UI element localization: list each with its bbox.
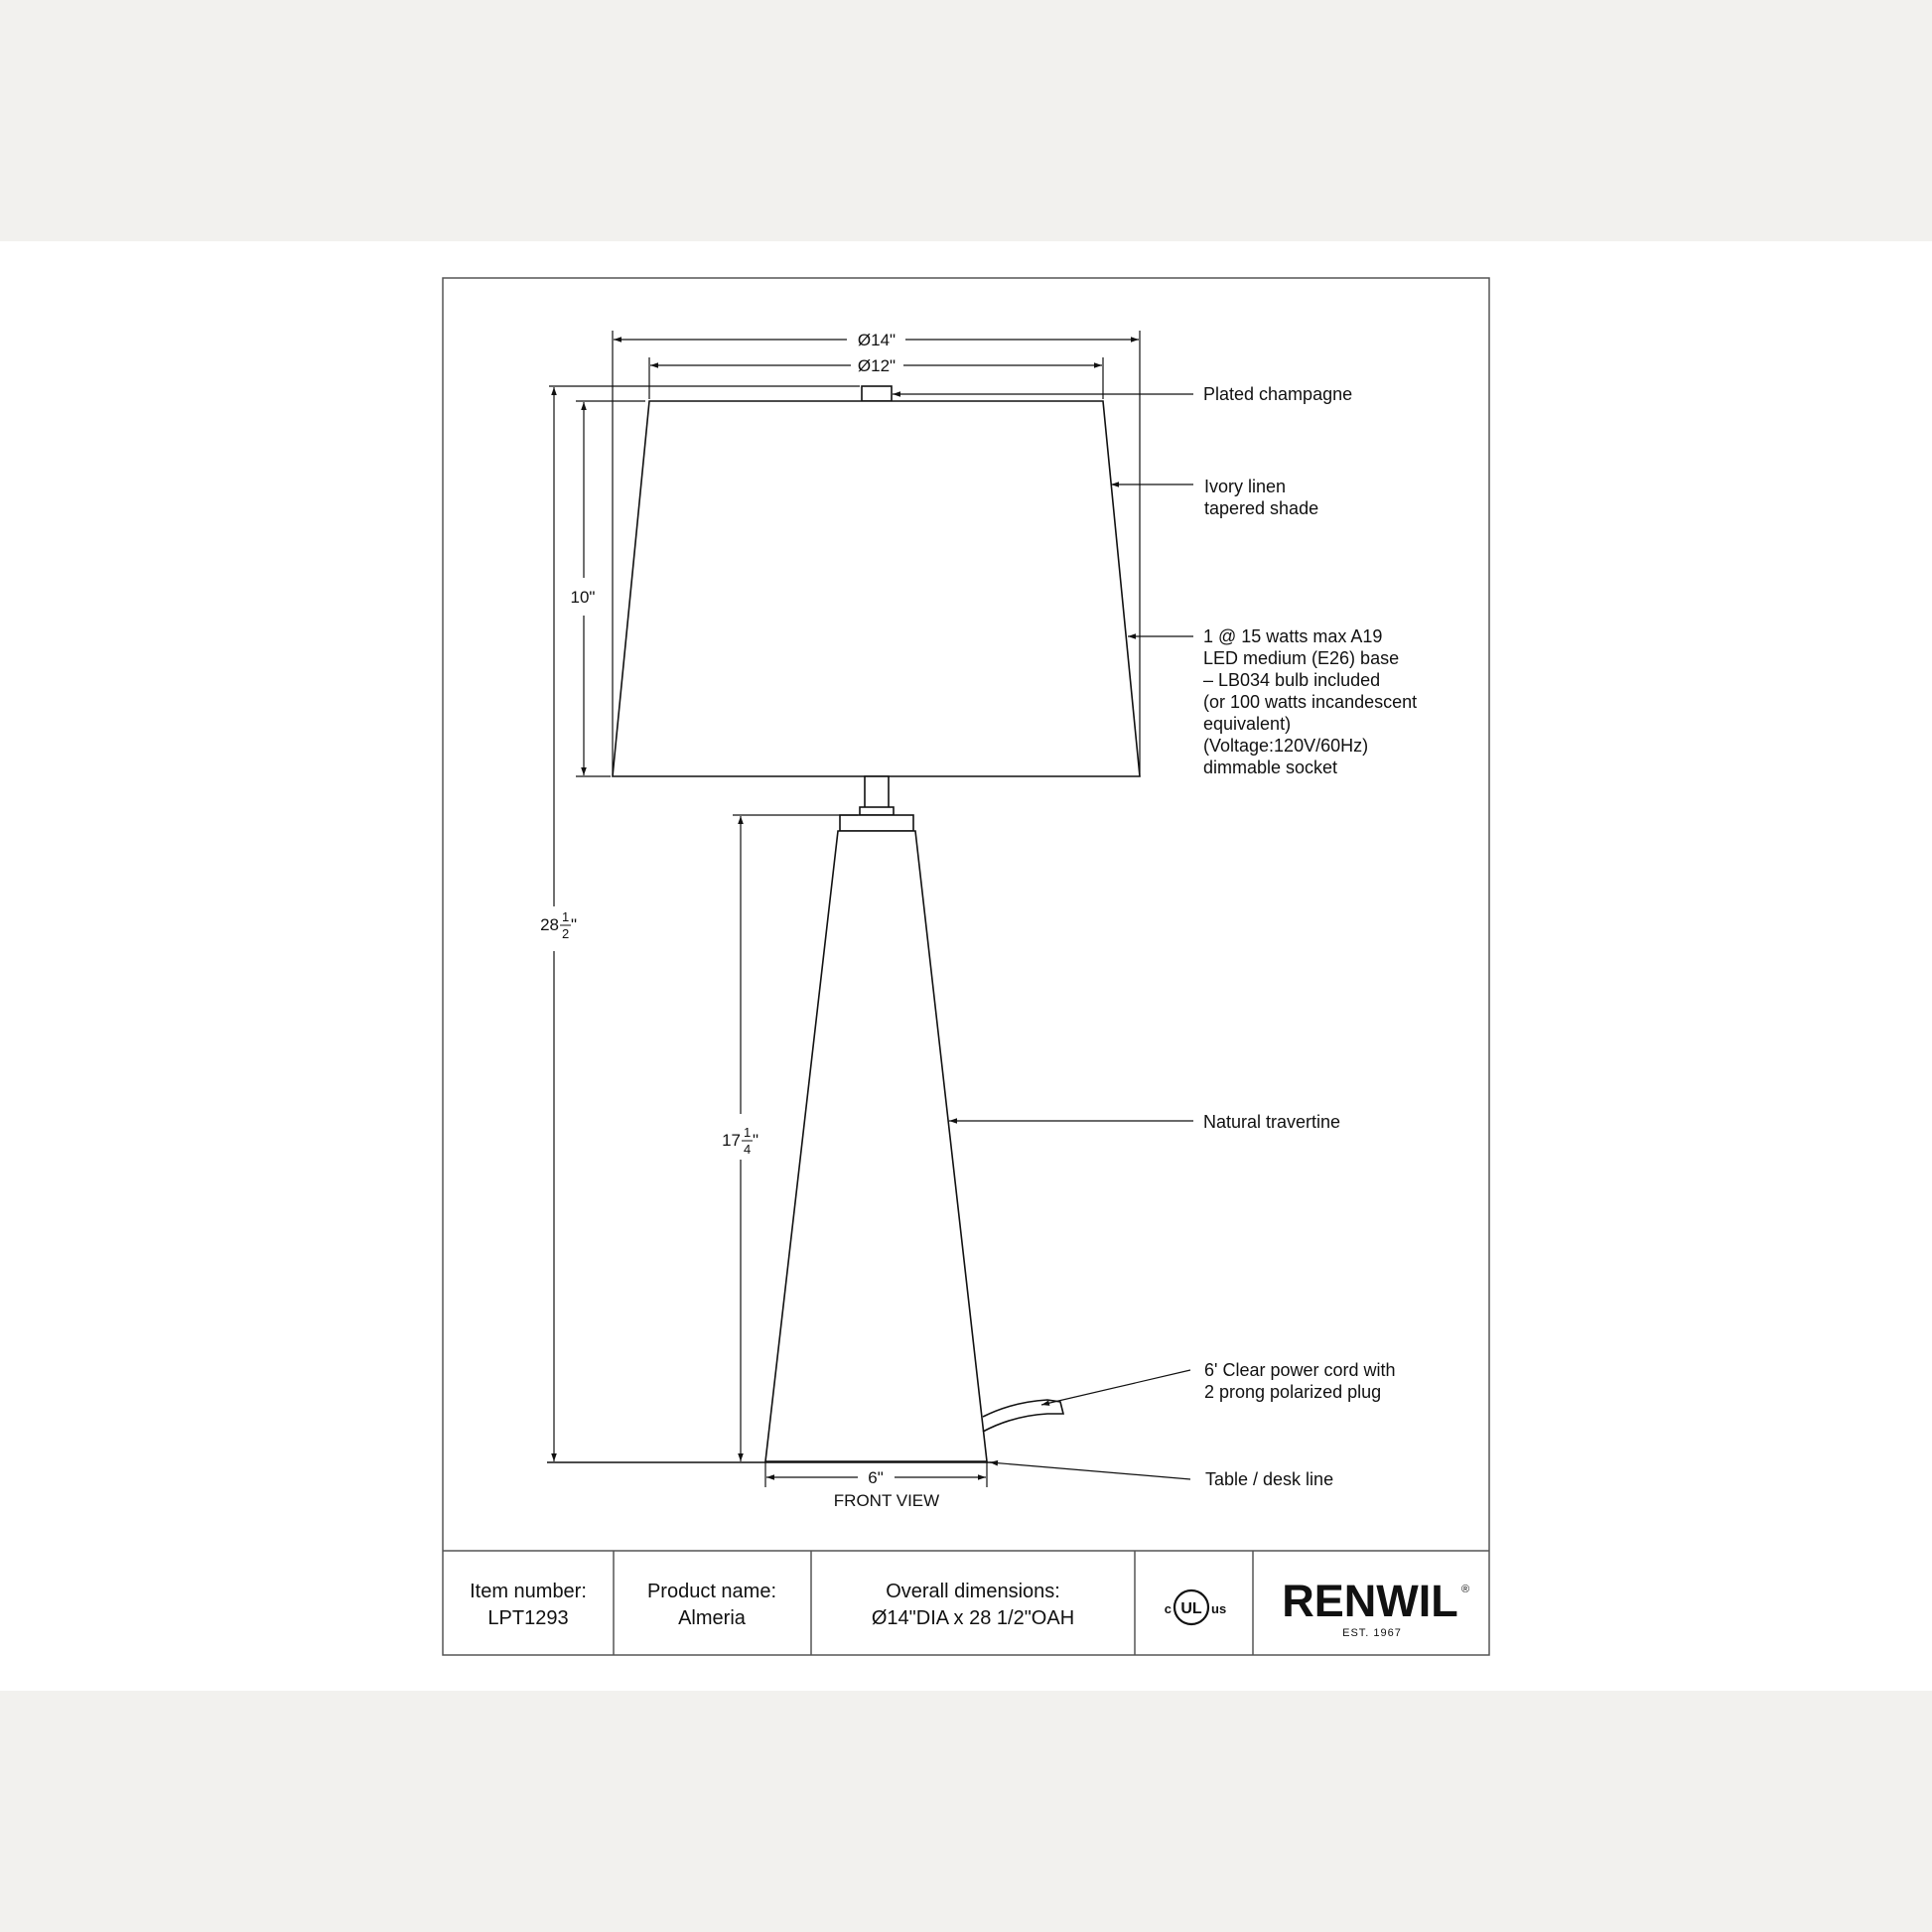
svg-text:LED medium (E26) base: LED medium (E26) base xyxy=(1203,648,1400,668)
svg-text:EST. 1967: EST. 1967 xyxy=(1342,1627,1402,1639)
view-label: FRONT VIEW xyxy=(833,1491,940,1510)
dim-top-inner-diameter: Ø12" xyxy=(857,356,897,375)
svg-text:– LB034 bulb included: – LB034 bulb included xyxy=(1203,670,1381,690)
callout-bulb xyxy=(1203,626,1417,777)
svg-text:LPT1293: LPT1293 xyxy=(487,1607,569,1629)
svg-text:1 @ 15 watts max A19: 1 @ 15 watts max A19 xyxy=(1203,626,1383,646)
power-cord xyxy=(983,1400,1063,1432)
svg-text:6' Clear power cord with: 6' Clear power cord with xyxy=(1204,1360,1396,1380)
svg-text:28: 28 xyxy=(540,915,559,934)
neck-collar xyxy=(860,807,894,815)
lamp-body xyxy=(765,831,987,1461)
svg-text:": " xyxy=(571,915,578,934)
svg-text:Almeria: Almeria xyxy=(678,1607,746,1629)
svg-text:(or 100 watts incandescent: (or 100 watts incandescent xyxy=(1203,692,1418,712)
svg-text:2: 2 xyxy=(562,926,570,941)
dim-shade-height: 10" xyxy=(570,588,596,607)
callout-finial xyxy=(1203,384,1352,404)
svg-text:Table / desk line: Table / desk line xyxy=(1205,1469,1334,1489)
svg-text:4: 4 xyxy=(744,1142,752,1157)
svg-text:Ivory linen: Ivory linen xyxy=(1204,477,1287,496)
svg-text:c: c xyxy=(1164,1601,1172,1616)
svg-text:tapered shade: tapered shade xyxy=(1204,498,1319,518)
callout-shade xyxy=(1204,477,1318,518)
svg-text:1: 1 xyxy=(562,909,570,924)
lamp-neck xyxy=(865,776,889,808)
callout-table-line xyxy=(1205,1469,1333,1489)
svg-text:Overall dimensions:: Overall dimensions: xyxy=(886,1581,1060,1602)
lamp-shade xyxy=(613,401,1140,776)
svg-text:(Voltage:120V/60Hz): (Voltage:120V/60Hz) xyxy=(1203,736,1369,756)
item-number-cell xyxy=(470,1581,587,1629)
svg-text:®: ® xyxy=(1461,1584,1470,1595)
dim-overall-height xyxy=(540,909,577,941)
dim-top-outer-diameter: Ø14" xyxy=(857,331,897,349)
base-cap xyxy=(840,815,913,831)
dim-base-width: 6" xyxy=(868,1468,884,1487)
svg-text:us: us xyxy=(1211,1601,1227,1616)
svg-text:1: 1 xyxy=(744,1125,752,1140)
callout-body xyxy=(1203,1112,1340,1132)
svg-text:equivalent): equivalent) xyxy=(1203,714,1292,734)
svg-text:": " xyxy=(753,1131,759,1150)
product-name-cell xyxy=(647,1581,776,1629)
svg-text:Ø14"DIA x 28 1/2"OAH: Ø14"DIA x 28 1/2"OAH xyxy=(871,1607,1075,1629)
svg-text:UL: UL xyxy=(1180,1600,1202,1617)
overall-dimensions-cell xyxy=(872,1581,1074,1629)
svg-text:Natural travertine: Natural travertine xyxy=(1203,1112,1341,1132)
brand-logo xyxy=(1282,1576,1469,1639)
lamp-drawing xyxy=(613,386,1140,1461)
dim-base-height xyxy=(722,1125,759,1157)
svg-text:Product name:: Product name: xyxy=(646,1581,777,1602)
svg-text:Plated champagne: Plated champagne xyxy=(1203,384,1353,404)
svg-text:RENWIL: RENWIL xyxy=(1282,1576,1458,1626)
svg-text:dimmable socket: dimmable socket xyxy=(1203,758,1338,777)
ul-listing-icon xyxy=(1165,1590,1226,1624)
svg-text:17: 17 xyxy=(722,1131,741,1150)
finial xyxy=(862,386,892,401)
svg-text:Item number:: Item number: xyxy=(470,1581,587,1602)
callout-cord xyxy=(1204,1360,1396,1402)
svg-text:2 prong polarized plug: 2 prong polarized plug xyxy=(1204,1382,1382,1402)
